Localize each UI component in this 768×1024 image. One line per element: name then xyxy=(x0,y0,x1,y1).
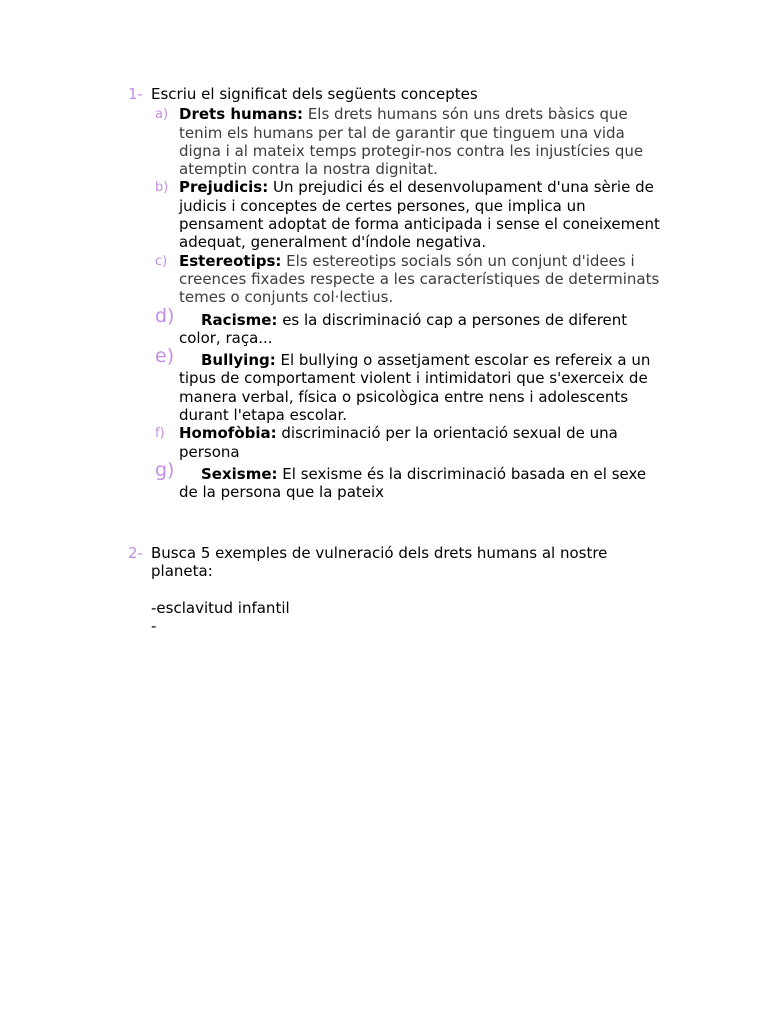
list-marker: d) xyxy=(155,304,175,327)
concept-term: Estereotips: xyxy=(179,251,282,270)
answer-list xyxy=(151,599,668,636)
concept-definition: El sexisme és la discriminació basada en el sexe de la persona que la pateix xyxy=(179,464,647,502)
question-number: 1- xyxy=(128,85,143,103)
concept-term: Prejudicis: xyxy=(179,178,269,197)
list-item xyxy=(128,345,668,425)
question-number: 2- xyxy=(128,544,143,562)
concept-definition: Els drets humans són uns drets bàsics que tenim els humans per tal de garantir que tinguem una vida digna i al mateix temps protegir-nos contra les injustícies que atemptin contra la nostra dignitat. xyxy=(179,105,644,179)
list-marker: e) xyxy=(155,345,175,368)
list-marker: g) xyxy=(155,458,175,481)
concept-term: Homofòbia: xyxy=(179,424,277,443)
concept-term: Racisme: xyxy=(201,310,278,329)
list-item xyxy=(128,252,668,307)
concept-definition: El bullying o assetjament escolar es refereix a un tipus de comportament violent i intimidatori que s'exerceix de manera verbal, física o psicològica entre nens i adolescents durant l'etapa escolar. xyxy=(179,351,651,425)
concept-definition: discriminació per la orientació sexual de una persona xyxy=(179,424,618,461)
list-item xyxy=(128,178,668,251)
concept-definition: es la discriminació cap a persones de diferent color, raça... xyxy=(179,310,628,347)
concept-term: Bullying: xyxy=(201,351,276,370)
concept-definition: Un prejudici és el desenvolupament d'una sèrie de judicis i conceptes de certes persones, que implica un pensament adoptat de forma anticipada i sense el coneixement adequat, generalment d'índole negativa. xyxy=(179,178,660,252)
question-2 xyxy=(128,544,668,635)
list-item xyxy=(128,458,668,502)
answer-line: -esclavitud infantil xyxy=(151,598,290,617)
concept-list xyxy=(128,105,668,501)
list-item xyxy=(128,304,668,348)
question-prompt: Escriu el significat dels següents conceptes xyxy=(151,85,478,103)
concept-term: Drets humans: xyxy=(179,105,304,124)
list-marker: c) xyxy=(155,253,168,269)
list-marker: a) xyxy=(155,107,169,123)
question-prompt: Busca 5 exemples de vulneració dels drets humans al nostre planeta: xyxy=(151,544,608,581)
concept-term: Sexisme: xyxy=(201,464,278,483)
concept-definition: Els estereotips socials són un conjunt d'idees i creences fixades respecte a les característiques de determinats temes o conjunts col·lectius. xyxy=(179,251,660,307)
list-item xyxy=(128,424,668,461)
list-marker: f) xyxy=(155,426,165,442)
list-marker: b) xyxy=(155,180,169,196)
answer-line: - xyxy=(151,616,157,635)
list-item xyxy=(128,105,668,178)
question-1 xyxy=(128,85,668,502)
